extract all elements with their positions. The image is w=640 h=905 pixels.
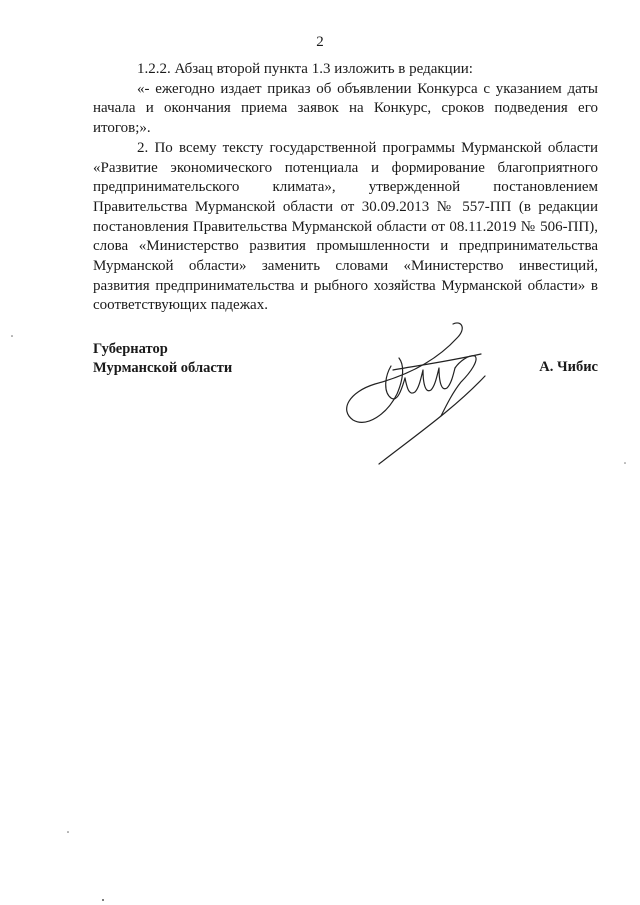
paragraph-quote: «- ежегодно издает приказ об объявлении Конкурса с указанием даты начала и окончания приема заявок на Конкурс, сроков подведения его итогов;». [93,80,598,137]
signatory-name: А. Чибис [539,359,598,375]
signatory-title [93,340,232,378]
paragraph-1-2-2: 1.2.2. Абзац второй пункта 1.3 изложить в редакции: [137,61,473,77]
document-body [93,60,598,316]
signatory-title-line-2: Мурманской области [93,360,233,376]
signatory-title-line-1: Губернатор [93,341,168,357]
page-number: 2 [316,34,324,50]
paragraph-2: 2. По всему тексту государственной программы Мурманской области «Развитие экономического потенциала и формирование благоприятного предпринимательского климата», утвержденной постановлением Правительства Мурманской области от 30.09.2013 № 557-ПП (в редакции постановления Правительства Мурманской области от 08.11.2019 № 506-ПП), слова «Министерство развития промышленности и предпринимательства Мурманской области» заменить словами «Министерство инвестиций, развития предпринимательства и рыбного хозяйства Мурманской области» в соответствующих падежах. [93,139,598,314]
handwritten-signature-icon [335,318,505,468]
